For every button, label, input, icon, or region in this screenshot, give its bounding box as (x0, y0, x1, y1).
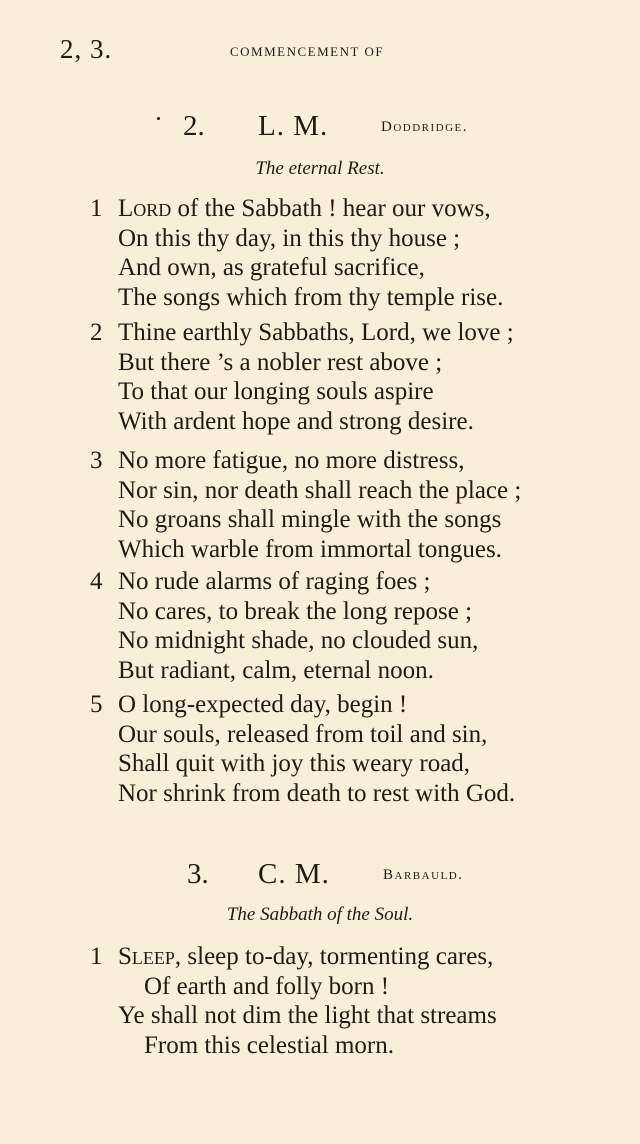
verse-line: No cares, to break the long repose ; (118, 597, 473, 625)
hymn-number: 3. (187, 858, 209, 890)
first-word: Lord (118, 195, 172, 222)
verse-line: 1 Lord of the Sabbath ! hear our vows, (90, 195, 491, 222)
hymn-2-stanza-1 (90, 194, 610, 312)
verse-line: Shall quit with joy this weary road, (118, 750, 471, 777)
verse-line: From this celestial morn. (144, 1031, 394, 1059)
hymn-meter: L. M. (258, 110, 329, 142)
verse-line: Of earth and folly born ! (144, 972, 390, 1000)
hymn-author: Barbauld. (383, 867, 464, 883)
hymn-3-heading (0, 858, 640, 894)
stanza-number: 2 (90, 319, 103, 346)
running-title: COMMENCEMENT OF (230, 44, 385, 59)
first-word: Sleep (118, 943, 175, 970)
verse-line: Nor shrink from death to rest with God. (118, 779, 516, 807)
verse-line: 3 No more fatigue, no more distress, (90, 447, 465, 474)
hymn-2-stanza-4 (90, 567, 610, 685)
hymn-2-subtitle: The eternal Rest. (255, 158, 385, 179)
verse-line: Which warble from immortal tongues. (118, 535, 502, 563)
hymn-2-heading (0, 110, 640, 146)
verse-line: But radiant, calm, eternal noon. (118, 656, 434, 684)
hymn-author: Doddridge. (381, 119, 469, 135)
verse-line: 5 O long-expected day, begin ! (90, 691, 408, 718)
hymn-2-stanza-3 (90, 446, 610, 564)
verse-line: 4 No rude alarms of raging foes ; (90, 568, 431, 595)
verse-line: Ye shall not dim the light that streams (118, 1002, 497, 1029)
stanza-number: 3 (90, 447, 103, 474)
verse-line: Our souls, released from toil and sin, (118, 720, 488, 748)
hymn-meter: C. M. (258, 858, 330, 890)
verse-line: No groans shall mingle with the songs (118, 506, 502, 533)
stanza-number: 5 (90, 691, 103, 718)
verse-line: No midnight shade, no clouded sun, (118, 627, 479, 654)
page-number: 2, 3. (60, 34, 113, 64)
verse-line: With ardent hope and strong desire. (118, 407, 474, 435)
hymn-3-subtitle: The Sabbath of the Soul. (226, 904, 414, 925)
verse-line: And own, as grateful sacrifice, (118, 254, 425, 281)
verse-line: But there ’s a nobler rest above ; (118, 348, 443, 376)
running-head (60, 34, 580, 64)
verse-line: The songs which from thy temple rise. (118, 283, 504, 311)
verse-line: To that our longing souls aspire (118, 378, 434, 405)
verse-line: On this thy day, in this thy house ; (118, 224, 461, 252)
verse-line: Nor sin, nor death shall reach the place ; (118, 476, 522, 504)
hymn-2-stanza-2 (90, 318, 610, 436)
stanza-number: 4 (90, 568, 103, 595)
hymn-number: 2. (183, 110, 205, 142)
verse-line: 2 Thine earthly Sabbaths, Lord, we love ; (90, 319, 514, 346)
stanza-number: 1 (90, 943, 103, 970)
verse-line: 1 Sleep, sleep to-day, tormenting cares, (90, 943, 494, 970)
stanza-number: 1 (90, 195, 103, 222)
hymn-3-stanza-1 (90, 942, 610, 1060)
hymn-2-stanza-5 (90, 690, 610, 808)
